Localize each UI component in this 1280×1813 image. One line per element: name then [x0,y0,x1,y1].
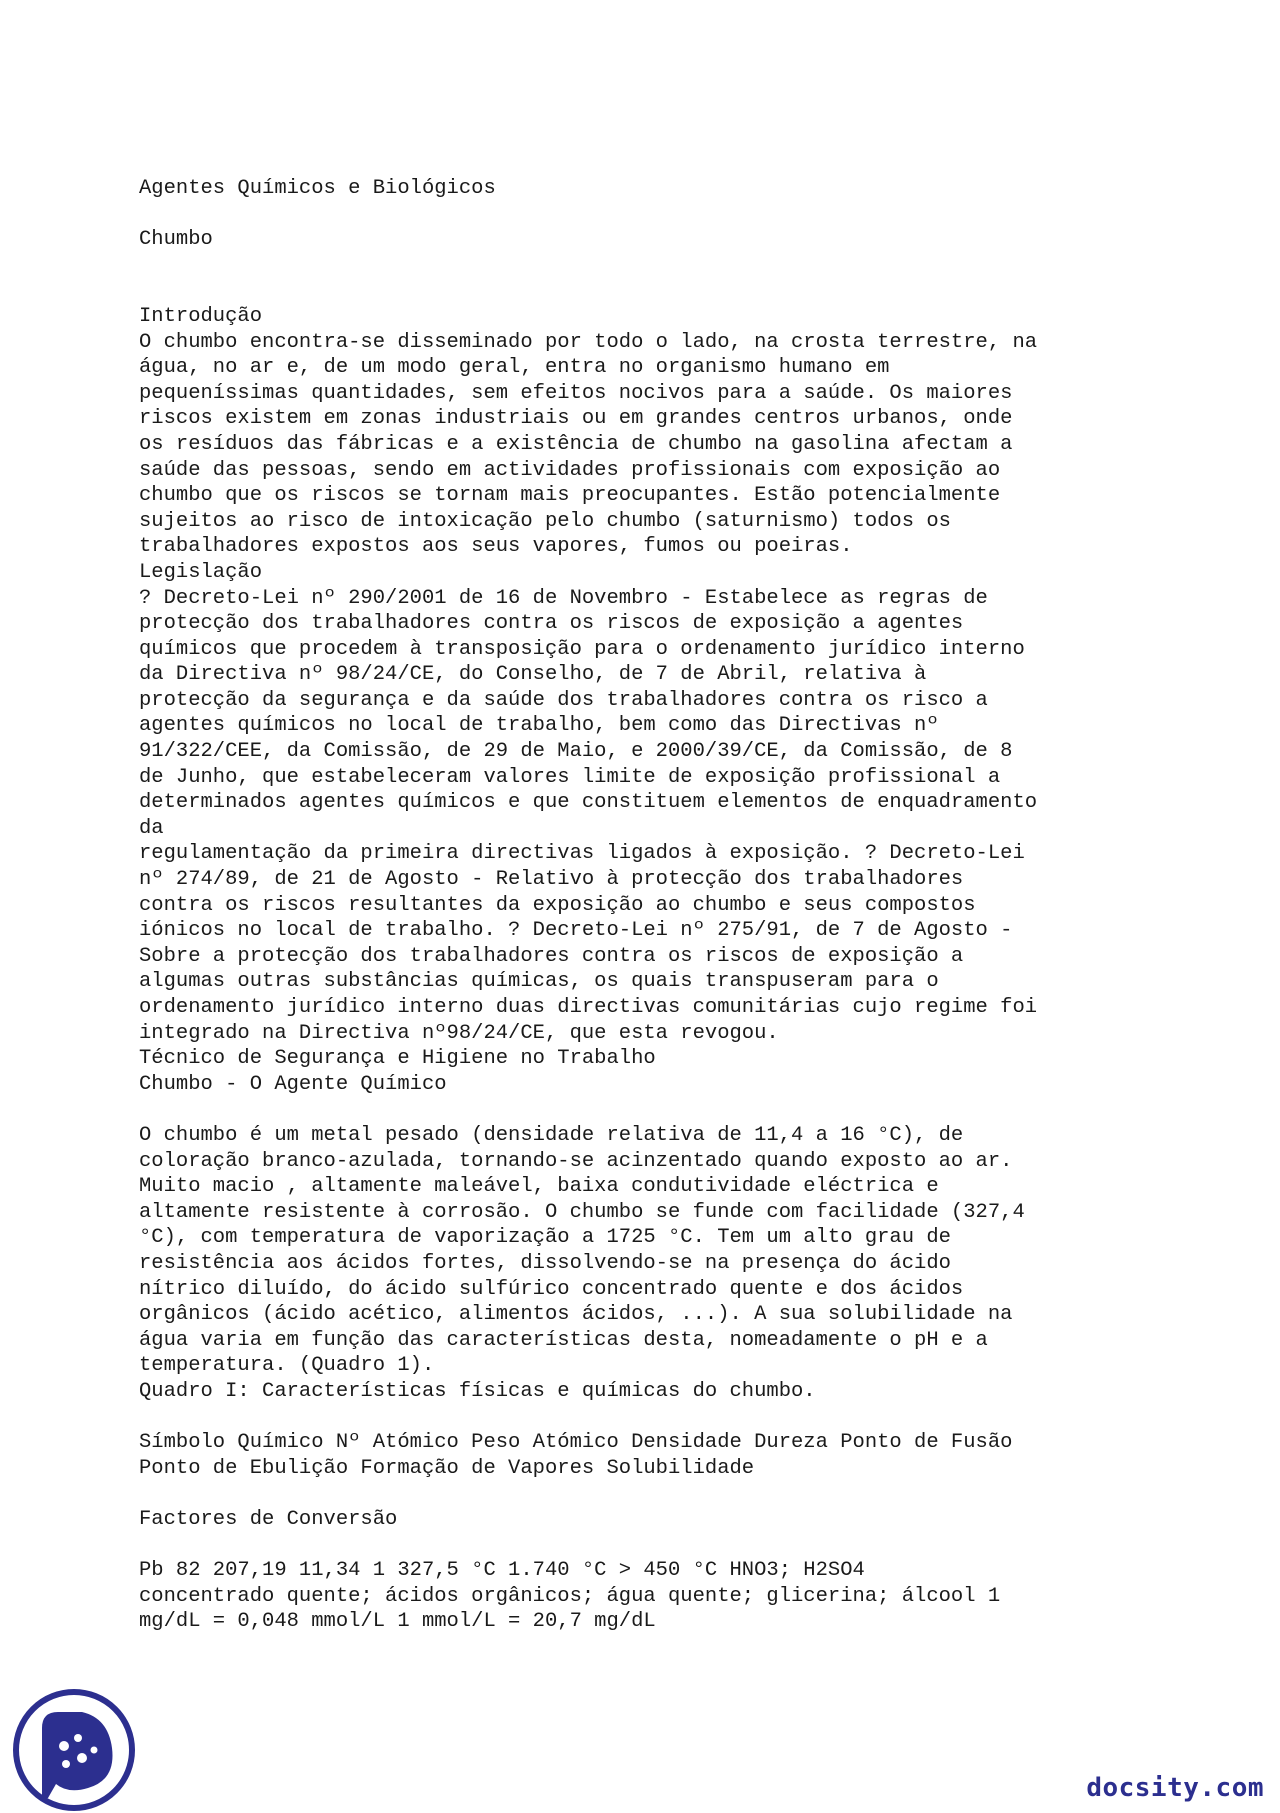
agent-line: coloração branco-azulada, tornando-se acinzentado quando exposto ao ar. [139,1149,1013,1173]
legislation-line: ? Decreto-Lei nº 290/2001 de 16 de Novembro - Estabelece as regras de [139,586,988,610]
agent-line: altamente resistente à corrosão. O chumbo se funde com facilidade (327,4 [139,1200,1025,1224]
legislation-line: protecção da segurança e da saúde dos trabalhadores contra os risco a [139,688,988,712]
intro-line: água, no ar e, de um modo geral, entra no organismo humano em [139,356,890,380]
agent-line: água varia em função das características desta, nomeadamente o pH e a [139,1328,988,1352]
table-values-line: Pb 82 207,19 11,34 1 327,5 °C 1.740 °C > 450 °C HNO3; H2SO4 [139,1559,865,1583]
intro-paragraph [139,330,1159,560]
legislation-line: contra os riscos resultantes da exposição ao chumbo e seus compostos [139,893,976,917]
intro-heading: Introdução [139,304,263,328]
legislation-heading: Legislação [139,560,263,584]
document-page [139,176,1159,1635]
course-line: Técnico de Segurança e Higiene no Trabalho [139,1047,656,1071]
agent-line: O chumbo é um metal pesado (densidade relativa de 11,4 a 16 °C), de [139,1123,964,1147]
table-values-text [139,1558,1159,1635]
legislation-paragraph [139,586,1159,1047]
intro-line: os resíduos das fábricas e a existência de chumbo na gasolina afectam a [139,432,1013,456]
table-header-text [139,1430,1159,1481]
agent-paragraph [139,1123,1159,1405]
legislation-line: determinados agentes químicos e que constituem elementos de enquadramento [139,791,1038,815]
intro-line: chumbo que os riscos se tornam mais preocupantes. Estão potencialmente [139,484,1001,508]
legislation-line: regulamentação da primeira directivas ligados à exposição. ? Decreto-Lei [139,842,1025,866]
legislation-line: químicos que procedem à transposição para o ordenamento jurídico interno [139,637,1025,661]
legislation-line: agentes químicos no local de trabalho, bem como das Directivas nº [139,714,939,738]
legislation-line: ordenamento jurídico interno duas directivas comunitárias cujo regime foi [139,996,1038,1019]
agent-line: resistência aos ácidos fortes, dissolvendo-se na presença do ácido [139,1251,951,1275]
legislation-line: algumas outras substâncias químicas, os quais transpuseram para o [139,970,939,994]
legislation-line: integrado na Directiva nº98/24/CE, que esta revogou. [139,1021,779,1045]
docsity-logo-icon[interactable] [12,1688,137,1813]
table-header-line: Ponto de Ebulição Formação de Vapores Solubilidade [139,1456,755,1480]
legislation-line: iónicos no local de trabalho. ? Decreto-Lei nº 275/91, de 7 de Agosto - [139,919,1013,943]
legislation-line: 91/322/CEE, da Comissão, de 29 de Maio, e 2000/39/CE, da Comissão, de 8 [139,740,1013,764]
intro-line: saúde das pessoas, sendo em actividades profissionais com exposição ao [139,458,1001,482]
agent-line: temperatura. (Quadro 1). [139,1354,435,1378]
intro-line: trabalhadores expostos aos seus vapores, fumos ou poeiras. [139,535,853,559]
legislation-line: protecção dos trabalhadores contra os riscos de exposição a agentes [139,612,964,636]
agent-line: °C), com temperatura de vaporização a 1725 °C. Tem um alto grau de [139,1226,951,1250]
table-values-line: concentrado quente; ácidos orgânicos; água quente; glicerina; álcool 1 [139,1584,1001,1608]
intro-line: pequeníssimas quantidades, sem efeitos nocivos para a saúde. Os maiores [139,381,1013,405]
brand-wordmark[interactable]: docsity.com [1086,1773,1264,1803]
legislation-line: da Directiva nº 98/24/CE, do Conselho, de 7 de Abril, relativa à [139,663,927,687]
agent-heading: Chumbo - O Agente Químico [139,1072,447,1096]
document-subtitle: Chumbo [139,228,213,252]
agent-line: orgânicos (ácido acético, alimentos ácidos, ...). A sua solubilidade na [139,1303,1013,1327]
legislation-line: da [139,816,164,840]
legislation-line: Sobre a protecção dos trabalhadores contra os riscos de exposição a [139,944,964,968]
intro-line: sujeitos ao risco de intoxicação pelo chumbo (saturnismo) todos os [139,509,951,533]
intro-line: O chumbo encontra-se disseminado por todo o lado, na crosta terrestre, na [139,330,1038,354]
conversion-heading: Factores de Conversão [139,1507,398,1531]
agent-line: Muito macio , altamente maleável, baixa condutividade eléctrica e [139,1175,939,1199]
legislation-line: nº 274/89, de 21 de Agosto - Relativo à protecção dos trabalhadores [139,868,964,892]
agent-line: Quadro I: Características físicas e químicas do chumbo. [139,1379,816,1403]
document-title: Agentes Químicos e Biológicos [139,177,496,200]
table-values-line: mg/dL = 0,048 mmol/L 1 mmol/L = 20,7 mg/dL [139,1610,656,1634]
table-header-line: Símbolo Químico Nº Atómico Peso Atómico Densidade Dureza Ponto de Fusão [139,1431,1013,1455]
intro-line: riscos existem em zonas industriais ou em grandes centros urbanos, onde [139,407,1013,431]
agent-line: nítrico diluído, do ácido sulfúrico concentrado quente e dos ácidos [139,1277,964,1301]
legislation-line: de Junho, que estabeleceram valores limite de exposição profissional a [139,765,1001,789]
